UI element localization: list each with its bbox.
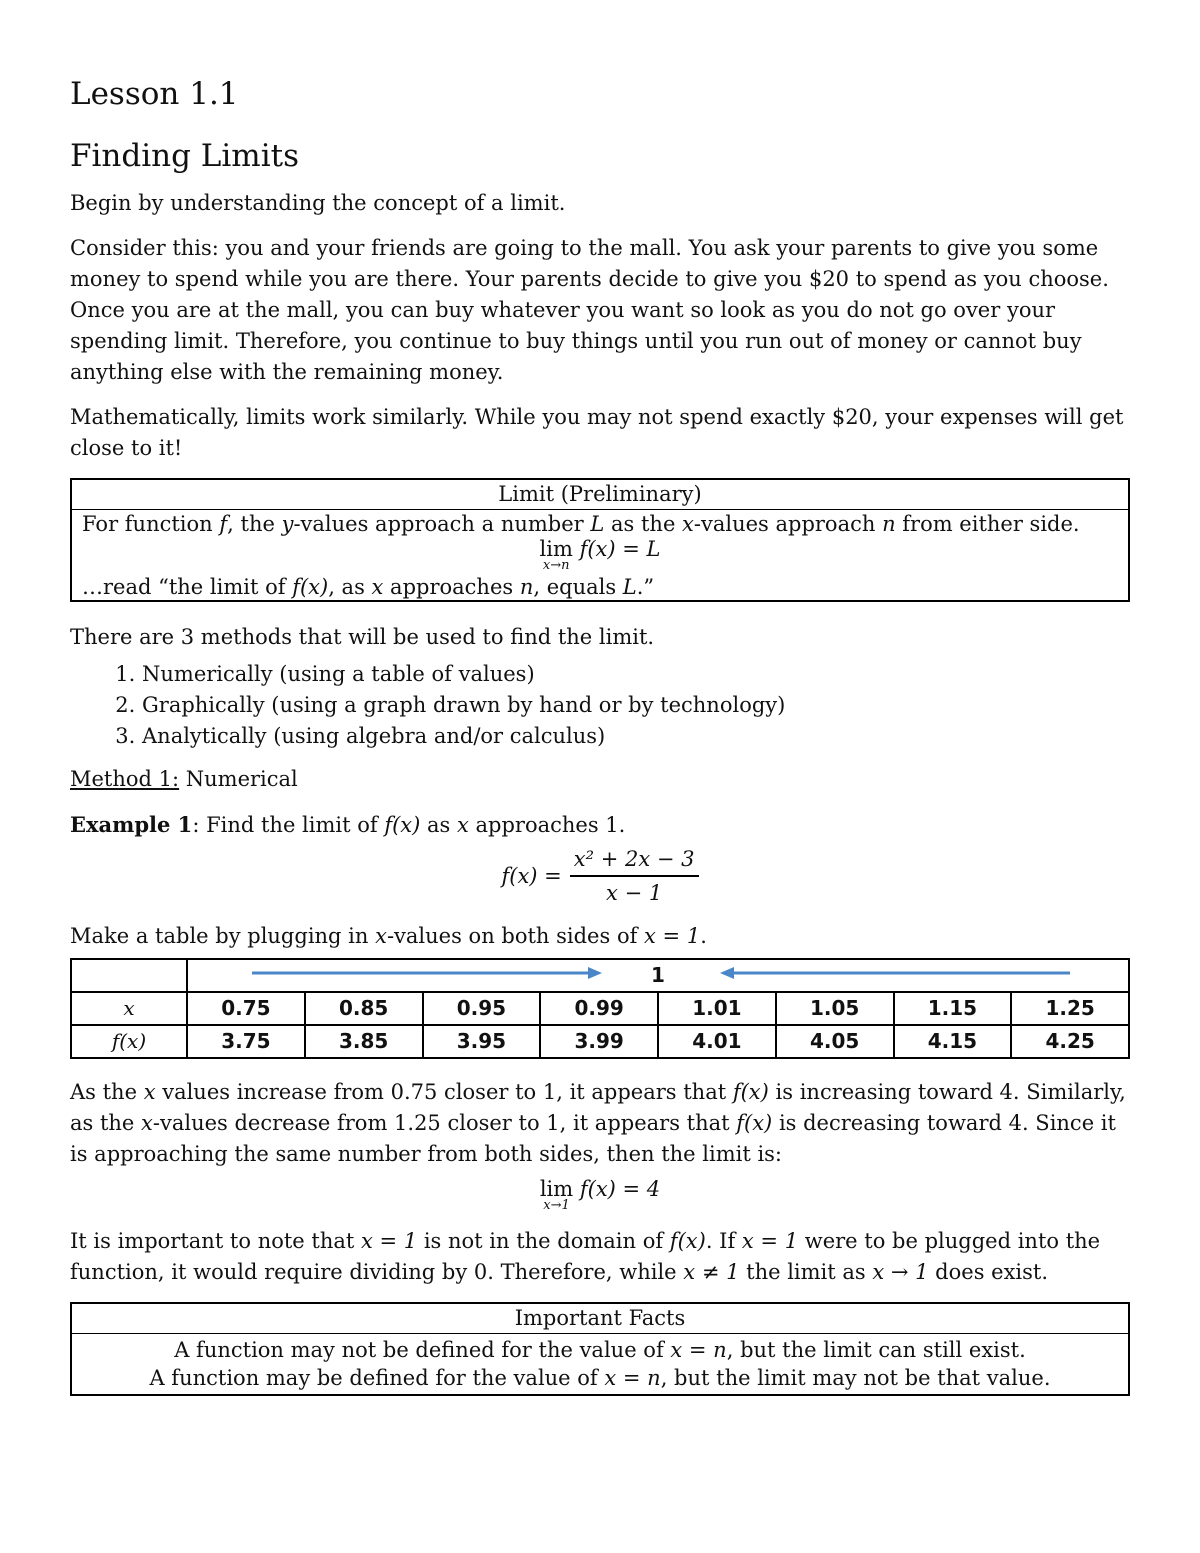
function-lhs: f(x) =	[501, 863, 562, 888]
result-limit	[70, 1178, 1130, 1220]
right-arrowhead	[720, 967, 734, 979]
fx-value-cell: 4.25	[1011, 1025, 1129, 1058]
fraction-denominator: x − 1	[606, 881, 663, 905]
fact-line: A function may be defined for the value of x = n, but the limit may not be that value.	[149, 1366, 1051, 1390]
x-value-cell: 0.95	[423, 992, 541, 1025]
x-value-cell: 0.99	[540, 992, 658, 1025]
domain-note-paragraph: It is important to note that x = 1 is not in the domain of f(x). If x = 1 were to be plugged into the function, it would require dividing by 0. Therefore, while x ≠ 1 the limit as x → 1 does exist.	[70, 1229, 1101, 1284]
table-instructions: Make a table by plugging in x-values on both sides of x = 1.	[70, 924, 707, 948]
lesson-number: Lesson 1.1	[70, 76, 239, 112]
definition-body	[72, 510, 1128, 600]
methods-intro: There are 3 methods that will be used to find the limit.	[70, 625, 655, 649]
list-item: 1. Numerically (using a table of values)	[142, 659, 1130, 690]
definition-line: For function f, the y-values approach a number L as the x-values approach n from either side.	[82, 512, 1080, 536]
fx-value-cell: 3.95	[423, 1025, 541, 1058]
example1-prompt: Example 1: Find the limit of f(x) as x approaches 1.	[70, 812, 626, 837]
values-table	[70, 958, 1130, 1059]
fx-value-cell: 4.15	[894, 1025, 1012, 1058]
important-facts-box	[70, 1302, 1130, 1396]
row-label-x: x	[71, 992, 187, 1025]
intro-text: Begin by understanding the concept of a limit.	[70, 191, 566, 215]
fx-value-cell: 3.85	[305, 1025, 423, 1058]
fact-line: A function may not be defined for the value of x = n, but the limit can still exist.	[174, 1338, 1026, 1362]
facts-heading: Important Facts	[72, 1304, 1128, 1334]
table-header-row	[71, 959, 1129, 992]
fx-value-cell: 4.01	[658, 1025, 776, 1058]
left-arrowhead	[588, 967, 602, 979]
method1-heading: Method 1: Numerical	[70, 767, 298, 791]
list-item: 3. Analytically (using algebra and/or calculus)	[142, 721, 1130, 752]
document-page	[70, 70, 1130, 1416]
definition-reading: …read “the limit of f(x), as x approaches n, equals L.”	[82, 575, 655, 599]
lim-subscript: x→1	[543, 1198, 570, 1213]
fraction	[570, 845, 699, 907]
x-value-cell: 1.25	[1011, 992, 1129, 1025]
fx-value-cell: 3.75	[187, 1025, 305, 1058]
fx-value-cell: 3.99	[540, 1025, 658, 1058]
lim-subscript: x→n	[542, 558, 570, 573]
similarity-paragraph: Mathematically, limits work similarly. While you may not spend exactly $20, your expenses will get close to it!	[70, 405, 1124, 460]
table-corner-cell	[71, 959, 187, 992]
x-value-cell: 1.01	[658, 992, 776, 1025]
approach-target: 1	[651, 963, 665, 987]
mall-analogy-paragraph: Consider this: you and your friends are going to the mall. You ask your parents to give you some money to spend while you are there. Your parents decide to give you $20 to spend as you choose. Once you are at the mall, you can buy whatever you want so look as you do not go over your spending limit. Therefore, you continue to buy things until you run out of money or cannot buy anything else with the remaining money.	[70, 236, 1109, 384]
table-row	[71, 1025, 1129, 1058]
fx-value-cell: 4.05	[776, 1025, 894, 1058]
x-value-cell: 1.05	[776, 992, 894, 1025]
x-value-cell: 0.75	[187, 992, 305, 1025]
fraction-numerator: x² + 2x − 3	[570, 845, 699, 877]
lim-expression: f(x) = 4	[579, 1177, 661, 1201]
limit-definition-box	[70, 478, 1130, 602]
limit-notation	[82, 538, 1118, 574]
facts-body	[72, 1334, 1128, 1394]
definition-heading: Limit (Preliminary)	[72, 480, 1128, 510]
lim-word: lim	[539, 537, 573, 561]
approach-cell	[187, 959, 1129, 992]
x-value-cell: 0.85	[305, 992, 423, 1025]
function-definition	[70, 845, 1130, 907]
methods-list	[70, 659, 1130, 752]
x-value-cell: 1.15	[894, 992, 1012, 1025]
page-title: Finding Limits	[70, 138, 299, 174]
list-item: 2. Graphically (using a graph drawn by hand or by technology)	[142, 690, 1130, 721]
row-label-fx: f(x)	[71, 1025, 187, 1058]
table-row	[71, 992, 1129, 1025]
analysis-paragraph: As the x values increase from 0.75 closer to 1, it appears that f(x) is increasing toward 4. Similarly, as the x-values decrease from 1.25 closer to 1, it appears that f(x) is decreasing toward 4. Since it is approaching the same number from both sides, then the limit is:	[70, 1080, 1126, 1166]
lim-word: lim	[539, 1177, 574, 1201]
lim-expression: f(x) = L	[579, 537, 661, 561]
